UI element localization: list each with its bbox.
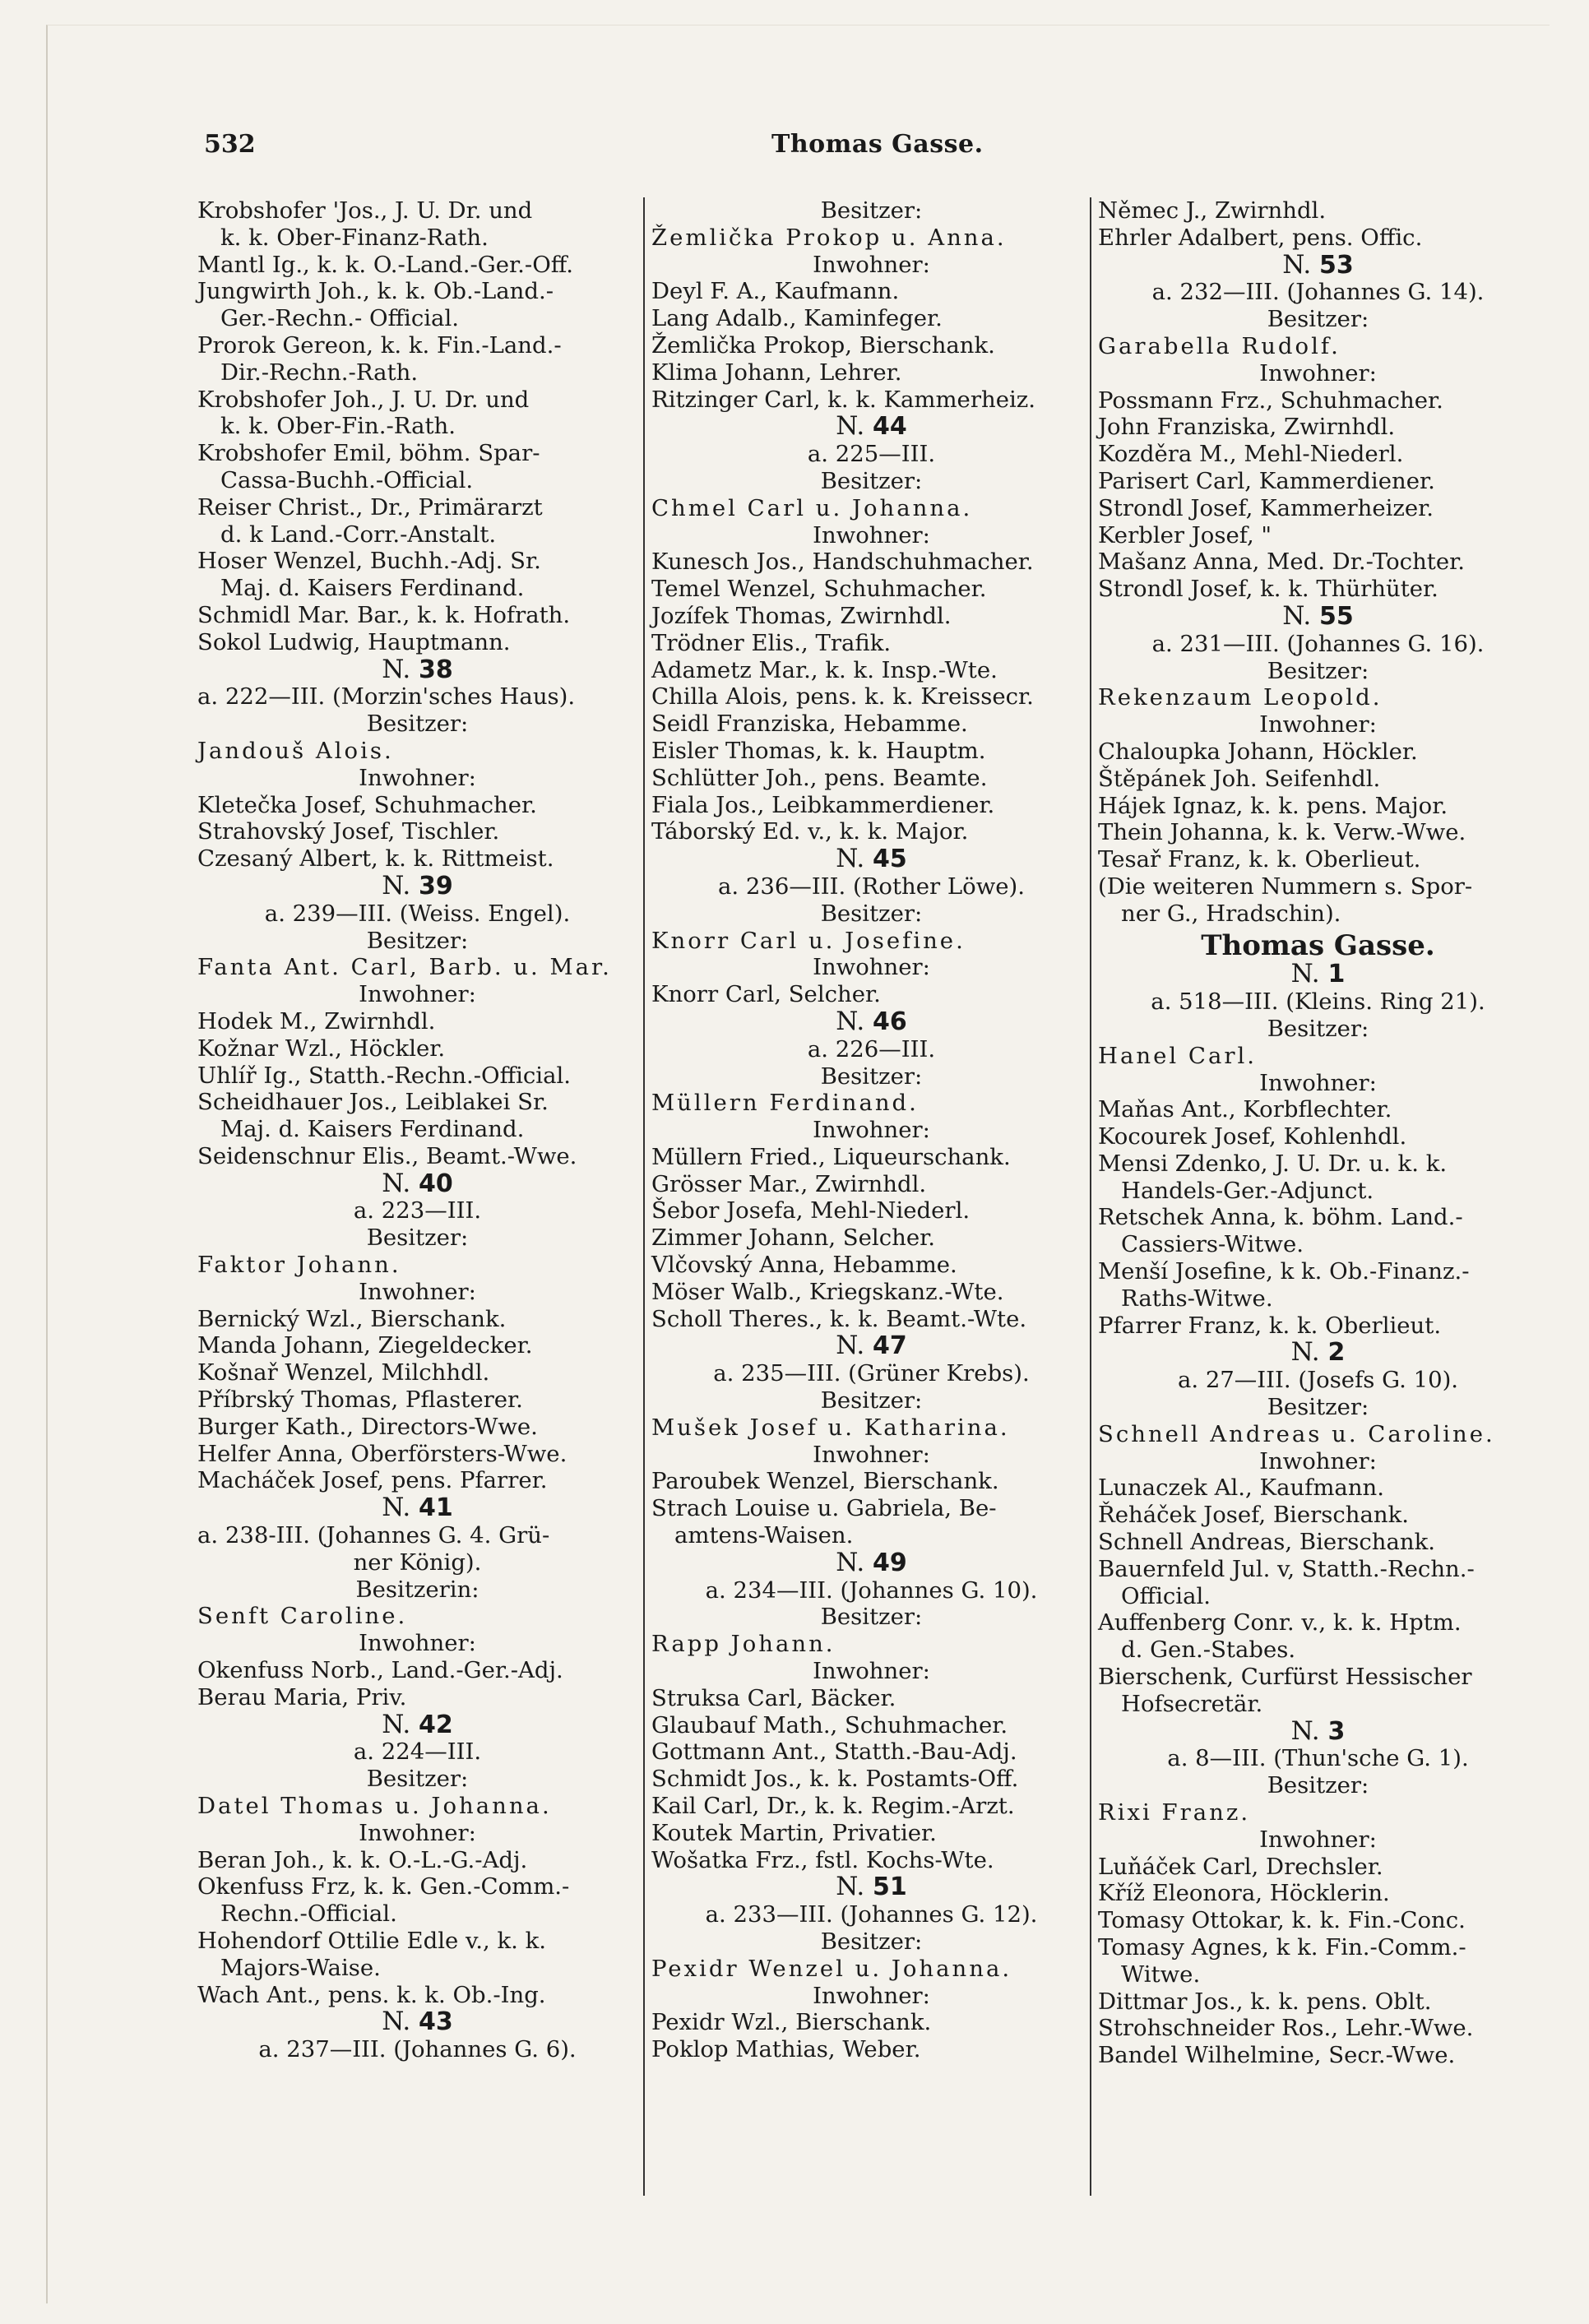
directory-entry: Ehrler Adalbert, pens. Offic. — [1098, 224, 1423, 251]
number-prefix: N. — [382, 1709, 411, 1739]
directory-entry: Kříž Eleonora, Höcklerin. — [1098, 1880, 1390, 1907]
section-label: Besitzer: — [820, 1928, 923, 1955]
directory-entry: Bandel Wilhelmine, Secr.-Wwe. — [1098, 2042, 1456, 2069]
number-value: 43 — [419, 2007, 453, 2037]
directory-entry: Schmidl Mar. Bar., k. k. Hofrath. — [197, 601, 571, 628]
directory-entry: Mašanz Anna, Med. Dr.-Tochter. — [1098, 549, 1465, 576]
section-label: Besitzer: — [820, 1387, 923, 1414]
number-prefix: N. — [1282, 249, 1312, 280]
number-prefix: N. — [836, 1331, 865, 1361]
section-label: a. 226—III. — [807, 1035, 936, 1062]
house-number — [197, 2008, 637, 2036]
directory-entry: Strahovský Josef, Tischler. — [197, 818, 500, 845]
entry-continuation: Official. — [1121, 1582, 1211, 1609]
directory-entry: Němec J., Zwirnhdl. — [1098, 197, 1327, 224]
directory-entry: Schmidt Jos., k. k. Postamts-Off. — [651, 1766, 1019, 1793]
section-label: Inwohner: — [1259, 1069, 1377, 1096]
owner-name: Garabella Rudolf. — [1098, 332, 1341, 359]
section-label: a. 234—III. (Johannes G. 10). — [705, 1576, 1038, 1604]
number-prefix: N. — [382, 870, 411, 900]
section-label: Inwohner: — [359, 1630, 476, 1657]
directory-entry: Klima Johann, Lehrer. — [651, 359, 902, 386]
section-label: Besitzer: — [820, 1062, 923, 1090]
section-label: Inwohner: — [813, 1982, 930, 2009]
owner-name: Rapp Johann. — [651, 1631, 836, 1658]
directory-entry: Jozífek Thomas, Zwirnhdl. — [651, 602, 952, 629]
directory-entry: Beran Joh., k. k. O.-L.-G.-Adj. — [197, 1846, 528, 1873]
number-value: 39 — [419, 871, 453, 900]
directory-entry: Temel Wenzel, Schuhmacher. — [651, 576, 987, 603]
section-label: Besitzer: — [1267, 1772, 1369, 1799]
section-label: Besitzer: — [1267, 306, 1369, 333]
section-label: Besitzer: — [1267, 1015, 1369, 1042]
directory-entry: Hájek Ignaz, k. k. pens. Major. — [1098, 792, 1448, 819]
directory-entry: Müllern Fried., Liqueurschank. — [651, 1143, 1011, 1170]
directory-entry: Helfer Anna, Oberförsters-Wwe. — [197, 1440, 568, 1467]
directory-entry: Tesař Franz, k. k. Oberlieut. — [1098, 846, 1421, 873]
directory-entry: Eisler Thomas, k. k. Hauptm. — [651, 737, 986, 764]
directory-entry: Hodek M., Zwirnhdl. — [197, 1007, 436, 1035]
directory-entry: Příbrský Thomas, Pflasterer. — [197, 1387, 523, 1414]
section-label: Inwohner: — [1259, 359, 1377, 387]
directory-entry: Krobshofer 'Jos., J. U. Dr. und — [197, 197, 533, 224]
directory-entry: John Franziska, Zwirnhdl. — [1098, 414, 1396, 441]
entry-continuation: Handels-Ger.-Adjunct. — [1121, 1177, 1374, 1204]
section-label: a. 239—III. (Weiss. Engel). — [264, 900, 571, 927]
section-label: a. 233—III. (Johannes G. 12). — [705, 1901, 1038, 1928]
directory-entry: Ritzinger Carl, k. k. Kammerheiz. — [651, 386, 1035, 413]
directory-entry: Hohendorf Ottilie Edle v., k. k. — [197, 1928, 547, 1954]
directory-entry: Bierschenk, Curfürst Hessischer — [1098, 1664, 1472, 1691]
house-number — [1098, 961, 1538, 988]
directory-entry: Kail Carl, Dr., k. k. Regim.-Arzt. — [651, 1793, 1015, 1820]
directory-entry: Řeháček Josef, Bierschank. — [1098, 1502, 1409, 1529]
section-label: a. 224—III. — [353, 1738, 482, 1766]
owner-name: Faktor Johann. — [197, 1252, 401, 1279]
section-label: Inwohner: — [359, 981, 476, 1008]
entry-continuation: Majors-Waise. — [220, 1954, 381, 1981]
directory-entry: Mantl Ig., k. k. O.-Land.-Ger.-Off. — [197, 251, 574, 278]
entry-continuation: Witwe. — [1121, 1961, 1201, 1988]
section-label: Inwohner: — [813, 1441, 930, 1468]
directory-entry: Mensi Zdenko, J. U. Dr. u. k. k. — [1098, 1150, 1448, 1177]
entry-continuation: ner G., Hradschin). — [1121, 900, 1341, 927]
number-prefix: N. — [1290, 1715, 1320, 1746]
page-number: 532 — [204, 130, 256, 159]
number-prefix: N. — [836, 1872, 865, 1902]
directory-entry: Schlütter Joh., pens. Beamte. — [651, 764, 988, 791]
directory-entry: Strach Louise u. Gabriela, Be- — [651, 1495, 997, 1522]
directory-entry: Koutek Martin, Privatier. — [651, 1819, 937, 1846]
directory-entry: Menší Josefine, k k. Ob.-Finanz.- — [1098, 1258, 1470, 1285]
number-value: 47 — [873, 1331, 907, 1361]
directory-entry: Knorr Carl, Selcher. — [651, 981, 881, 1008]
section-label: a. 235—III. (Grüner Krebs). — [713, 1360, 1030, 1387]
directory-entry: Adametz Mar., k. k. Insp.-Wte. — [651, 656, 998, 683]
directory-entry: Šebor Josefa, Mehl-Niederl. — [651, 1197, 971, 1224]
owner-name: Hanel Carl. — [1098, 1042, 1258, 1069]
section-label: a. 236—III. (Rother Löwe). — [718, 873, 1025, 900]
directory-entry: Strondl Josef, Kammerheizer. — [1098, 494, 1434, 521]
entry-continuation: Raths-Witwe. — [1121, 1285, 1273, 1312]
directory-entry: Grösser Mar., Zwirnhdl. — [651, 1170, 927, 1197]
number-value: 44 — [873, 412, 907, 442]
directory-entry: Lang Adalb., Kaminfeger. — [651, 305, 943, 332]
directory-entry: Parisert Carl, Kammerdiener. — [1098, 467, 1435, 494]
house-number — [651, 1332, 1091, 1360]
number-value: 1 — [1327, 960, 1346, 989]
directory-entry: Hoser Wenzel, Buchh.-Adj. Sr. — [197, 548, 541, 575]
house-number — [651, 1549, 1091, 1577]
number-value: 42 — [419, 1710, 453, 1739]
number-prefix: N. — [382, 1168, 411, 1198]
directory-entry: Prorok Gereon, k. k. Fin.-Land.- — [197, 331, 562, 359]
number-value: 51 — [873, 1873, 907, 1902]
number-prefix: N. — [1290, 959, 1320, 989]
section-label: Inwohner: — [813, 954, 930, 981]
directory-entry: Strohschneider Ros., Lehr.-Wwe. — [1098, 2015, 1474, 2042]
section-label: a. 27—III. (Josefs G. 10). — [1177, 1367, 1459, 1394]
entry-continuation: Maj. d. Kaisers Ferdinand. — [220, 1116, 525, 1143]
section-label: a. 223—III. — [353, 1197, 482, 1224]
directory-entry: Czesaný Albert, k. k. Rittmeist. — [197, 845, 554, 873]
column-1 — [197, 197, 637, 2063]
entry-continuation: Cassiers-Witwe. — [1121, 1231, 1304, 1258]
owner-name: Senft Caroline. — [197, 1603, 408, 1630]
directory-entry: Gottmann Ant., Statth.-Bau-Adj. — [651, 1738, 1017, 1766]
section-label: Inwohner: — [813, 521, 930, 549]
number-prefix: N. — [1290, 1337, 1320, 1368]
house-number — [1098, 1339, 1538, 1367]
directory-entry: Trödner Elis., Trafik. — [651, 629, 892, 656]
number-value: 3 — [1327, 1716, 1346, 1746]
section-label: Inwohner: — [1259, 711, 1377, 738]
house-number — [651, 845, 1091, 873]
house-number — [197, 1170, 637, 1198]
entry-continuation: Dir.-Rechn.-Rath. — [220, 359, 419, 386]
directory-entry: Schnell Andreas, Bierschank. — [1098, 1529, 1436, 1556]
directory-entry: Struksa Carl, Bäcker. — [651, 1684, 896, 1711]
directory-entry: Chilla Alois, pens. k. k. Kreissecr. — [651, 683, 1034, 711]
section-label: Besitzer: — [820, 467, 923, 494]
house-number — [197, 656, 637, 684]
section-label: ner König). — [353, 1549, 482, 1576]
directory-entry: Zimmer Johann, Selcher. — [651, 1224, 935, 1252]
section-label: Besitzer: — [366, 1224, 469, 1252]
column-3 — [1090, 197, 1538, 2196]
directory-entry: Okenfuss Norb., Land.-Ger.-Adj. — [197, 1657, 563, 1684]
number-prefix: N. — [836, 411, 865, 442]
directory-entry: Burger Kath., Directors-Wwe. — [197, 1413, 538, 1440]
directory-entry: Bernický Wzl., Bierschank. — [197, 1305, 507, 1332]
directory-entry: Berau Maria, Priv. — [197, 1683, 407, 1711]
entry-continuation: Ger.-Rechn.- Official. — [220, 305, 459, 332]
owner-name: Fanta Ant. Carl, Barb. u. Mar. — [197, 954, 612, 981]
number-prefix: N. — [836, 1006, 865, 1036]
directory-entry: Luňáček Carl, Drechsler. — [1098, 1853, 1383, 1880]
section-label: Inwohner: — [1259, 1826, 1377, 1853]
owner-name: Pexidr Wenzel u. Johanna. — [651, 1955, 1012, 1982]
number-value: 38 — [419, 655, 453, 684]
entry-continuation: Rechn.-Official. — [220, 1900, 397, 1928]
number-prefix: N. — [382, 2007, 411, 2037]
number-prefix: N. — [382, 654, 411, 684]
entry-continuation: k. k. Ober-Finanz-Rath. — [220, 224, 489, 251]
directory-entry: Wošatka Frz., fstl. Kochs-Wte. — [651, 1846, 994, 1873]
house-number — [197, 1711, 637, 1739]
house-number — [651, 413, 1091, 441]
directory-entry: Jungwirth Joh., k. k. Ob.-Land.- — [197, 278, 554, 305]
directory-entry: Deyl F. A., Kaufmann. — [651, 278, 900, 305]
directory-entry: Pfarrer Franz, k. k. Oberlieut. — [1098, 1312, 1442, 1339]
number-prefix: N. — [1282, 600, 1312, 631]
number-value: 46 — [873, 1007, 907, 1036]
entry-continuation: d. k Land.-Corr.-Anstalt. — [220, 521, 497, 548]
section-label: Inwohner: — [359, 1819, 476, 1846]
section-label: a. 232—III. (Johannes G. 14). — [1151, 279, 1485, 306]
directory-entry: Kocourek Josef, Kohlenhdl. — [1098, 1123, 1407, 1150]
directory-entry: Thein Johanna, k. k. Verw.-Wwe. — [1098, 819, 1466, 846]
section-label: Inwohner: — [813, 1117, 930, 1144]
directory-entry: Košnař Wenzel, Milchhdl. — [197, 1359, 490, 1387]
number-value: 45 — [873, 845, 907, 874]
owner-name: Rixi Franz. — [1098, 1799, 1251, 1826]
section-label: a. 231—III. (Johannes G. 16). — [1151, 630, 1485, 657]
section-label: Besitzer: — [366, 1766, 469, 1793]
owner-name: Mušek Josef u. Katharina. — [651, 1414, 1010, 1441]
number-value: 41 — [419, 1493, 453, 1523]
directory-entry: Dittmar Jos., k. k. pens. Oblt. — [1098, 1988, 1432, 2015]
directory-entry: Wach Ant., pens. k. k. Ob.-Ing. — [197, 1981, 546, 2008]
directory-entry: a. 222—III. (Morzin'sches Haus). — [197, 683, 576, 711]
directory-entry: Táborský Ed. v., k. k. Major. — [651, 818, 969, 845]
section-label: Inwohner: — [359, 1278, 476, 1305]
entry-continuation: d. Gen.-Stabes. — [1121, 1637, 1296, 1664]
owner-name: Schnell Andreas u. Caroline. — [1098, 1420, 1495, 1447]
directory-entry: Paroubek Wenzel, Bierschank. — [651, 1468, 999, 1495]
directory-entry: Bauernfeld Jul. v, Statth.-Rechn.- — [1098, 1555, 1475, 1582]
number-prefix: N. — [382, 1493, 411, 1523]
directory-entry: Tomasy Ottokar, k. k. Fin.-Conc. — [1098, 1907, 1466, 1934]
section-label: Inwohner: — [813, 251, 930, 278]
column-2 — [643, 197, 1091, 2196]
owner-name: Rekenzaum Leopold. — [1098, 684, 1383, 711]
directory-entry: Krobshofer Joh., J. U. Dr. und — [197, 386, 530, 413]
directory-entry: Scholl Theres., k. k. Beamt.-Wte. — [651, 1305, 1027, 1332]
number-value: 55 — [1319, 601, 1354, 631]
entry-continuation: Hofsecretär. — [1121, 1690, 1263, 1717]
directory-entry: Possmann Frz., Schuhmacher. — [1098, 387, 1443, 414]
section-label: Inwohner: — [813, 1658, 930, 1685]
section-label: Besitzer: — [820, 900, 923, 927]
directory-entry: Sokol Ludwig, Hauptmann. — [197, 628, 511, 655]
entry-continuation: Cassa-Buchh.-Official. — [220, 466, 474, 493]
directory-entry: Kozděra M., Mehl-Niederl. — [1098, 441, 1404, 468]
number-value: 49 — [873, 1548, 907, 1577]
section-label: a. 225—III. — [807, 441, 936, 468]
owner-name: Müllern Ferdinand. — [651, 1090, 919, 1117]
section-label: Besitzer: — [820, 1604, 923, 1631]
directory-entry: Uhlíř Ig., Statth.-Rechn.-Official. — [197, 1062, 572, 1089]
directory-entry: Krobshofer Emil, böhm. Spar- — [197, 440, 540, 467]
section-label: Inwohner: — [1259, 1447, 1377, 1474]
section-label: Besitzer: — [1267, 1394, 1369, 1421]
directory-entry: Chaloupka Johann, Höckler. — [1098, 738, 1418, 765]
house-number — [1098, 600, 1538, 631]
directory-entry: Kožnar Wzl., Höckler. — [197, 1035, 446, 1062]
page-header — [204, 130, 1520, 163]
owner-name: Jandouš Alois. — [197, 737, 394, 764]
owner-name: Chmel Carl u. Johanna. — [651, 494, 973, 521]
directory-entry: Štěpánek Joh. Seifenhdl. — [1098, 765, 1381, 792]
number-prefix: N. — [836, 844, 865, 874]
directory-entry: Fiala Jos., Leibkammerdiener. — [651, 791, 995, 818]
house-number — [1098, 1715, 1538, 1746]
directory-entry: Maňas Ant., Korbflechter. — [1098, 1096, 1392, 1123]
section-label: a. 237—III. (Johannes G. 6). — [258, 2036, 577, 2063]
number-value: 53 — [1319, 250, 1354, 280]
section-label: a. 8—III. (Thun'sche G. 1). — [1167, 1745, 1469, 1772]
section-label: Besitzer: — [820, 197, 923, 224]
directory-entry: Scheidhauer Jos., Leiblakei Sr. — [197, 1089, 549, 1116]
house-number — [197, 870, 637, 900]
directory-entry: Strondl Josef, k. k. Thürhüter. — [1098, 576, 1438, 603]
owner-name: Knorr Carl u. Josefine. — [651, 927, 966, 954]
section-label: Besitzerin: — [355, 1576, 479, 1603]
entry-continuation: amtens-Waisen. — [674, 1522, 854, 1549]
directory-entry: a. 238-III. (Johannes G. 4. Grü- — [197, 1522, 550, 1549]
section-label: Inwohner: — [359, 764, 476, 791]
directory-entry: Tomasy Agnes, k k. Fin.-Comm.- — [1098, 1934, 1466, 1961]
directory-entry: Manda Johann, Ziegeldecker. — [197, 1332, 533, 1359]
house-number — [651, 1873, 1091, 1901]
house-number — [651, 1008, 1091, 1036]
directory-entry: Seidl Franziska, Hebamme. — [651, 711, 968, 738]
directory-entry: Žemlička Prokop, Bierschank. — [651, 331, 995, 359]
directory-entry: Okenfuss Frz, k. k. Gen.-Comm.- — [197, 1873, 570, 1900]
section-label: Besitzer: — [366, 711, 469, 738]
number-value: 40 — [419, 1169, 453, 1198]
directory-entry: Kletečka Josef, Schuhmacher. — [197, 791, 537, 818]
section-label: a. 518—III. (Kleins. Ring 21). — [1151, 988, 1485, 1016]
directory-entry: Poklop Mathias, Weber. — [651, 2036, 921, 2063]
directory-entry: Kerbler Josef, " — [1098, 521, 1272, 549]
directory-entry: Macháček Josef, pens. Pfarrer. — [197, 1467, 548, 1494]
number-value: 2 — [1327, 1338, 1346, 1368]
owner-name: Datel Thomas u. Johanna. — [197, 1793, 552, 1820]
section-label: Besitzer: — [1267, 657, 1369, 684]
directory-entry: (Die weiteren Nummern s. Spor- — [1098, 873, 1473, 900]
directory-entry: Kunesch Jos., Handschuhmacher. — [651, 549, 1034, 576]
entry-continuation: Maj. d. Kaisers Ferdinand. — [220, 575, 525, 602]
directory-entry: Lunaczek Al., Kaufmann. — [1098, 1474, 1384, 1502]
directory-entry: Auffenberg Conr. v., k. k. Hptm. — [1098, 1609, 1462, 1637]
directory-entry: Glaubauf Math., Schuhmacher. — [651, 1711, 1008, 1738]
street-heading: Thomas Gasse. — [1201, 928, 1435, 962]
directory-entry: Retschek Anna, k. böhm. Land.- — [1098, 1204, 1463, 1231]
directory-entry: Vlčovský Anna, Hebamme. — [651, 1252, 957, 1279]
directory-entry: Pexidr Wzl., Bierschank. — [651, 2009, 932, 2036]
directory-entry: Seidenschnur Elis., Beamt.-Wwe. — [197, 1142, 577, 1169]
section-label: Besitzer: — [366, 927, 469, 954]
entry-continuation: k. k. Ober-Fin.-Rath. — [220, 413, 456, 440]
running-title: Thomas Gasse. — [771, 130, 984, 159]
directory-entry: Reiser Christ., Dr., Primärarzt — [197, 493, 543, 521]
house-number — [197, 1494, 637, 1522]
directory-entry: Möser Walb., Kriegskanz.-Wte. — [651, 1278, 1004, 1305]
house-number — [1098, 249, 1538, 280]
number-prefix: N. — [836, 1547, 865, 1577]
owner-name: Žemlička Prokop u. Anna. — [651, 224, 1007, 251]
